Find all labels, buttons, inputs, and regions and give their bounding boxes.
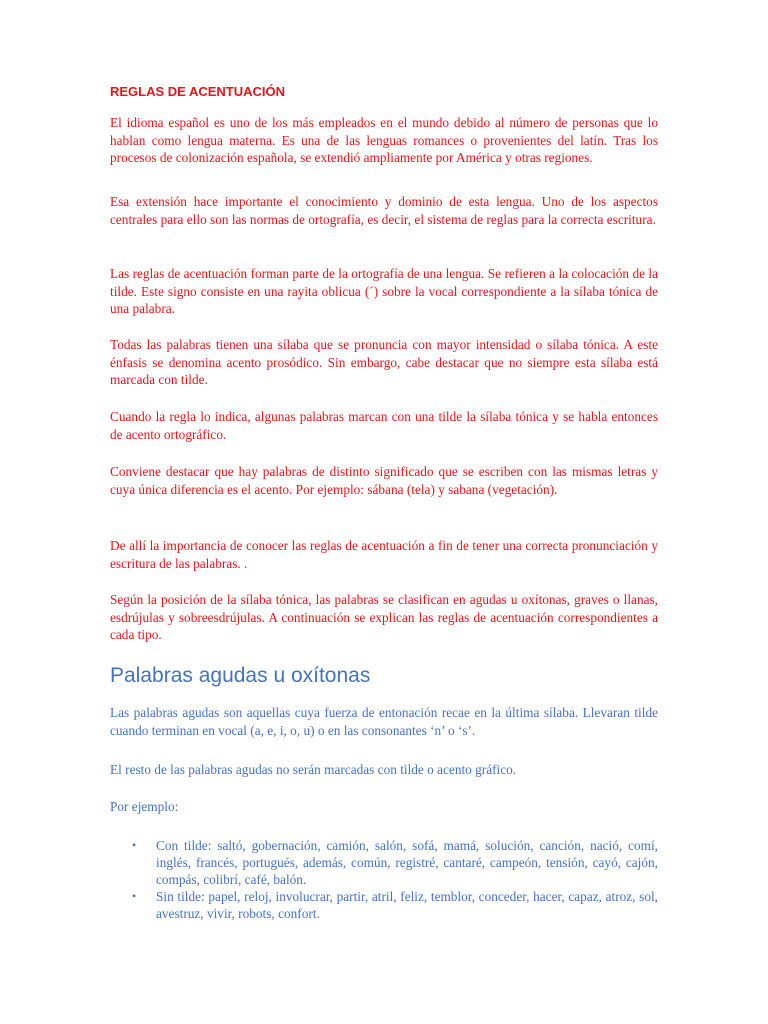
paragraph-agudas-definition: Las palabras agudas son aquellas cuya fuerza de entonación recae en la última sílaba. Llevaran tilde cuando terminan en vocal (a, e, i, o, u) o en las consonantes ‘n’ o ‘s’. bbox=[110, 705, 658, 738]
paragraph-intro: El idioma español es uno de los más empleados en el mundo debido al número de personas que lo hablan como lengua materna. Es una de las lenguas romances o provenientes del latín. Tras los procesos de colonización española, se extendió ampliamente por América y otras regiones. bbox=[110, 115, 658, 165]
list-item bbox=[110, 837, 658, 888]
paragraph-meaning: Conviene destacar que hay palabras de distinto significado que se escriben con las mismas letras y cuya única diferencia es el acento. Por ejemplo: sábana (tela) y sabana (vegetación). bbox=[110, 464, 658, 497]
paragraph-importance: De allí la importancia de conocer las reglas de acentuación a fin de tener una correcta pronunciación y escritura de las palabras. . bbox=[110, 538, 658, 571]
list-item bbox=[110, 888, 658, 922]
paragraph-example-intro: Por ejemplo: bbox=[110, 799, 179, 814]
bullet-icon: • bbox=[132, 889, 137, 903]
section-heading: Palabras agudas u oxítonas bbox=[110, 664, 371, 687]
list-item-text: Sin tilde: papel, reloj, involucrar, partir, atril, feliz, temblor, conceder, hacer, capaz, atroz, sol, avestruz, vivir, robots, confort. bbox=[156, 889, 658, 921]
paragraph-prosodic: Todas las palabras tienen una sílaba que se pronuncia con mayor intensidad o sílaba tónica. A este énfasis se denomina acento prosódico. Sin embargo, cabe destacar que no siempre esta sílaba está marcada con tilde. bbox=[110, 337, 658, 387]
document-title: REGLAS DE ACENTUACIÓN bbox=[110, 84, 286, 99]
paragraph-orthographic: Cuando la regla lo indica, algunas palabras marcan con una tilde la sílaba tónica y se habla entonces de acento ortográfico. bbox=[110, 409, 658, 442]
paragraph-agudas-rest: El resto de las palabras agudas no serán marcadas con tilde o acento gráfico. bbox=[110, 762, 517, 777]
example-list bbox=[110, 837, 658, 922]
paragraph-rules: Las reglas de acentuación forman parte de la ortografía de una lengua. Se refieren a la colocación de la tilde. Este signo consiste en una rayita oblicua (´) sobre la vocal correspondiente a la sílaba tónica de una palabra. bbox=[110, 266, 658, 316]
bullet-icon: • bbox=[132, 838, 137, 852]
paragraph-extension: Esa extensión hace importante el conocimiento y dominio de esta lengua. Uno de los aspectos centrales para ello son las normas de ortografía, es decir, el sistema de reglas para la correcta escritura. bbox=[110, 194, 658, 227]
list-item-text: Con tilde: saltó, gobernación, camión, salón, sofá, mamá, solución, canción, nació, comí, inglés, francés, portugués, además, común, registré, cantaré, campeón, tensión, cayó, cajón, compás, colibrí, café, balón. bbox=[156, 838, 658, 887]
paragraph-classification: Según la posición de la sílaba tónica, las palabras se clasifican en agudas u oxítonas, graves o llanas, esdrújulas y sobreesdrújulas. A continuación se explican las reglas de acentuación correspondientes a cada tipo. bbox=[110, 592, 658, 642]
